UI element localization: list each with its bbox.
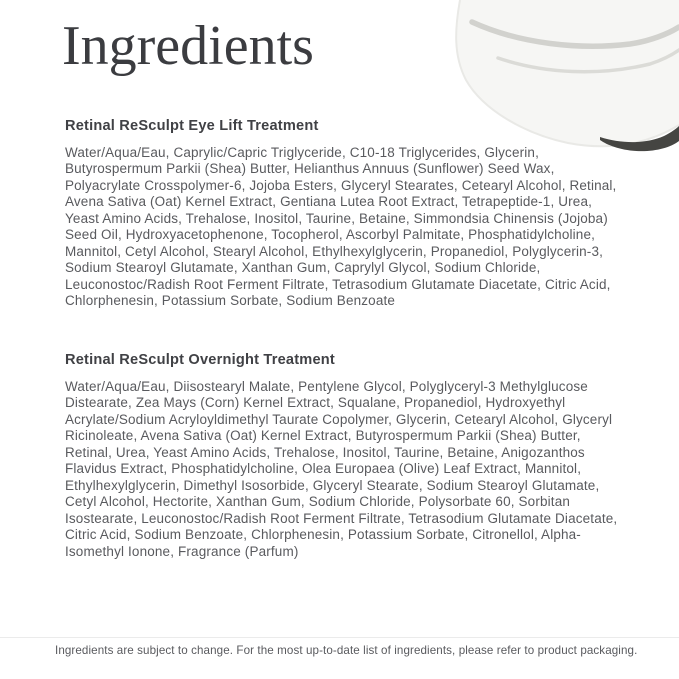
section-overnight-treatment bbox=[65, 352, 622, 560]
footer-divider bbox=[0, 637, 679, 638]
ingredients-list-text: Water/Aqua/Eau, Diisostearyl Malate, Pentylene Glycol, Polyglyceryl-3 Methylglucose Distearate, Zea Mays (Corn) Kernel Extract, Squalane, Propanediol, Hydroxyethyl Acrylate/Sodium Acryloyldimethyl Taurate Copolymer, Glycerin, Cetearyl Alcohol, Glyceryl Ricinoleate, Avena Sativa (Oat) Kernel Extract, Butyrospermum Parkii (Shea) Butter, Retinal, Urea, Yeast Amino Acids, Trehalose, Inositol, Taurine, Betaine, Anigozanthos Flavidus Extract, Phosphatidylcholine, Olea Europaea (Olive) Leaf Extract, Mannitol, Ethylhexylglycerin, Dimethyl Isosorbide, Glyceryl Stearate, Sodium Stearoyl Glutamate, Cetyl Alcohol, Hectorite, Xanthan Gum, Sodium Chloride, Polysorbate 60, Sorbitan Isostearate, Leuconostoc/Radish Root Ferment Filtrate, Tetrasodium Glutamate Diacetate, Citric Acid, Sodium Benzoate, Chlorphenesin, Potassium Sorbate, Citronellol, Alpha-Isomethyl Ionone, Fragrance (Parfum) bbox=[65, 379, 618, 559]
ingredients-list-text: Water/Aqua/Eau, Caprylic/Capric Triglyceride, C10-18 Triglycerides, Glycerin, Butyrospermum Parkii (Shea) Butter, Helianthus Annuus (Sunflower) Seed Wax, Polyacrylate Crosspolymer-6, Jojoba Esters, Glyceryl Stearates, Cetearyl Alcohol, Retinal, Avena Sativa (Oat) Kernel Extract, Gentiana Lutea Root Extract, Tetrapeptide-1, Urea, Yeast Amino Acids, Trehalose, Inositol, Taurine, Betaine, Simmondsia Chinensis (Jojoba) Seed Oil, Hydroxyacetophenone, Tocopherol, Ascorbyl Palmitate, Phosphatidylcholine, Mannitol, Cetyl Alcohol, Stearyl Alcohol, Ethylhexylglycerin, Propanediol, Polyglycerin-3, Sodium Stearoyl Glutamate, Xanthan Gum, Caprylyl Glycol, Sodium Chloride, Leuconostoc/Radish Root Ferment Filtrate, Tetrasodium Glutamate Diacetate, Citric Acid, Chlorphenesin, Potassium Sorbate, Sodium Benzoate bbox=[65, 145, 617, 309]
section-heading: Retinal ReSculpt Overnight Treatment bbox=[65, 352, 335, 368]
section-eye-lift-treatment bbox=[65, 118, 622, 310]
page-title: Ingredients bbox=[62, 15, 314, 77]
footer-disclaimer: Ingredients are subject to change. For the most up-to-date list of ingredients, please refer to product packaging. bbox=[55, 644, 638, 657]
section-heading: Retinal ReSculpt Eye Lift Treatment bbox=[65, 118, 319, 134]
